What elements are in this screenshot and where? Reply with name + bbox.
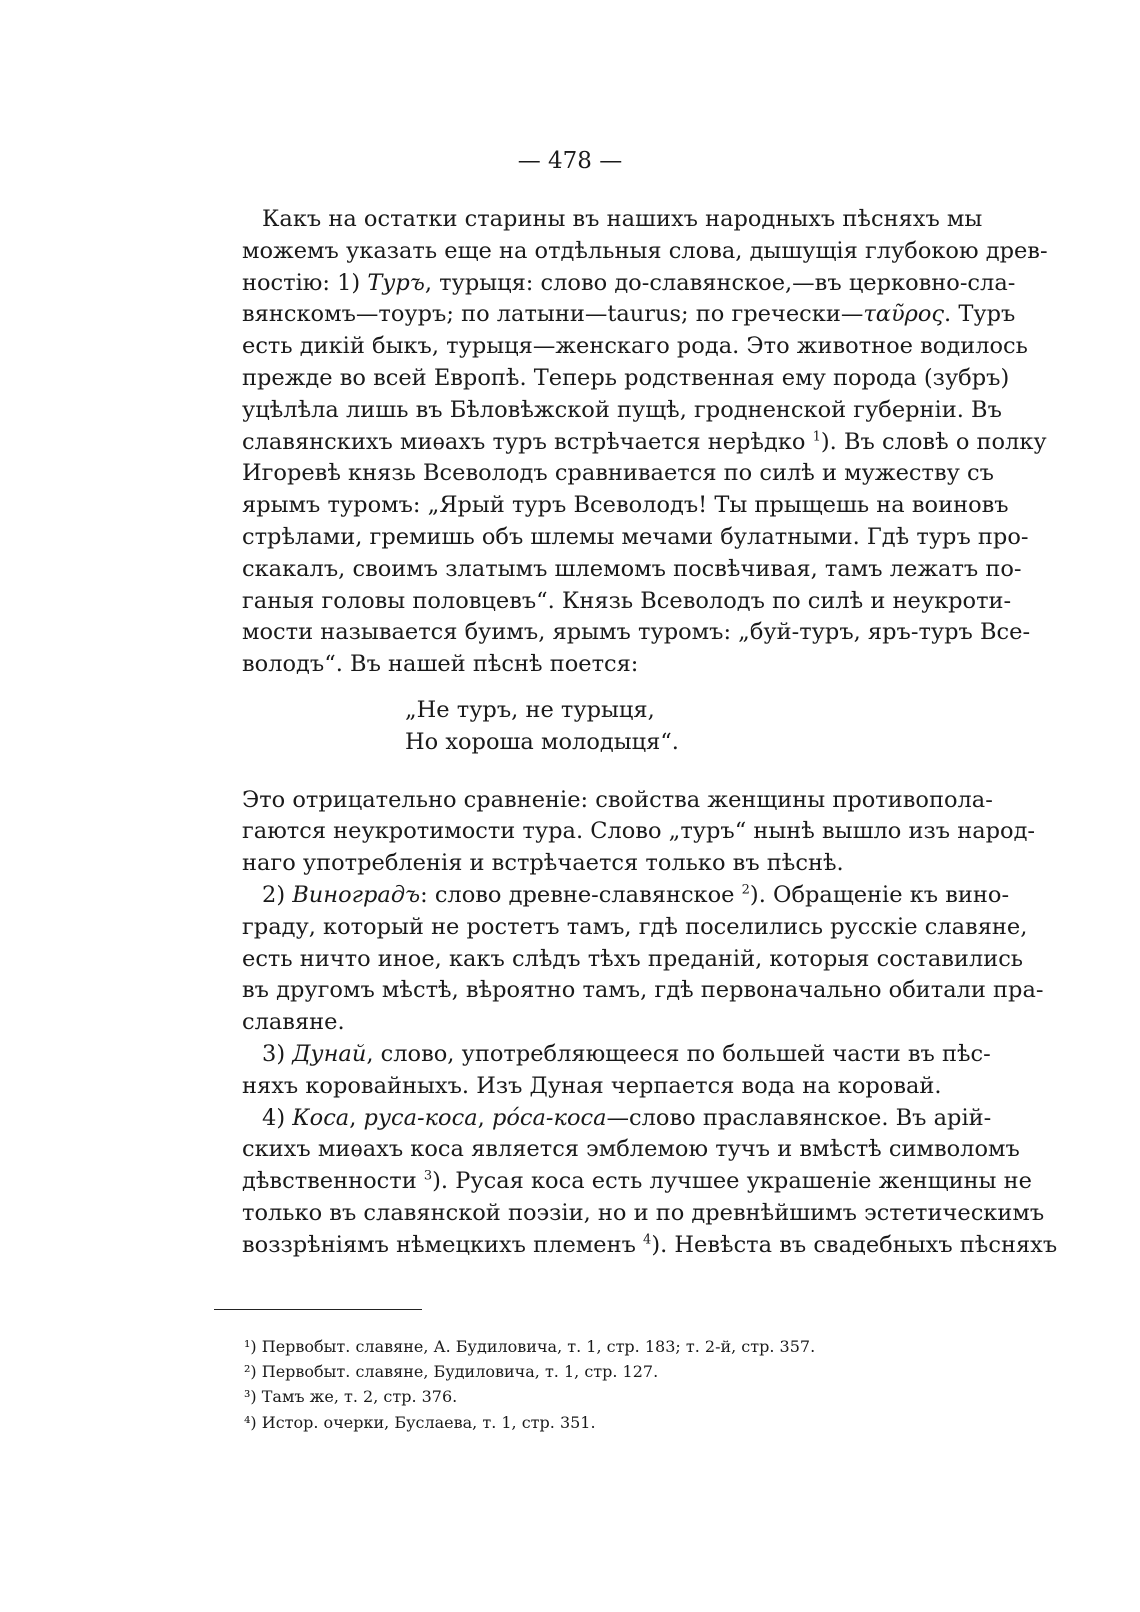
- paragraph-5: [242, 1103, 1058, 1262]
- footnote-divider: [214, 1309, 422, 1310]
- text-line: [242, 427, 1047, 459]
- text-line: стрѣлами, гремишь объ шлемы мечами булатными. Гдѣ туръ про-: [242, 523, 1029, 550]
- text-line: 4) Коса, руса-коса, ро́са-коса—слово праславянское. Въ арій-: [262, 1104, 992, 1131]
- footnote: ³) Тамъ же, т. 2, стр. 376.: [244, 1387, 458, 1407]
- text-line: славяне.: [242, 1009, 345, 1036]
- text-line: [242, 1230, 1058, 1262]
- text-line: есть дикій быкъ, турыця—женскаго рода. Это животное водилось: [242, 333, 1028, 360]
- text-line: можемъ указать еще на отдѣльныя слова, дышущія глубокою древ-: [242, 237, 1048, 264]
- text-line: мости называется буимъ, ярымъ туромъ: „буй-туръ, яръ-туръ Все-: [242, 619, 1031, 646]
- text-line: наго употребленія и встрѣчается только въ пѣснѣ.: [242, 850, 844, 877]
- text-line: Игоревѣ князь Всеволодъ сравнивается по силѣ и мужеству съ: [242, 460, 994, 487]
- footnote-ref: 4: [643, 1232, 652, 1248]
- paragraph-4: [242, 1039, 991, 1103]
- footnote-ref: 1: [812, 429, 821, 445]
- text-fragment: ностію: 1): [242, 269, 361, 296]
- text-line: [242, 268, 1016, 300]
- footnote-ref: 3: [423, 1168, 433, 1184]
- verse-quote: [242, 695, 934, 759]
- footnote: ²) Первобыт. славяне, Будиловича, т. 1, стр. 127.: [244, 1362, 659, 1382]
- text-line: ярымъ туромъ: „Ярый туръ Всеволодъ! Ты прыщешь на воиновъ: [242, 492, 1009, 519]
- text-line: прежде во всей Европѣ. Теперь родственная ему порода (зубръ): [242, 364, 1010, 391]
- paragraph-3: [242, 880, 1044, 1039]
- text-fragment: ). Обращеніе къ вино-: [749, 881, 1010, 908]
- text-fragment: , слово, употребляющееся по большей части въ пѣс-: [366, 1040, 991, 1067]
- text-line: Какъ на остатки старины въ нашихъ народныхъ пѣсняхъ мы: [262, 206, 983, 232]
- text-line: [242, 1039, 991, 1071]
- text-fragment: ). Невѣста въ свадебныхъ пѣсняхъ: [651, 1231, 1058, 1258]
- text-line: уцѣлѣла лишь въ Бѣловѣжской пущѣ, гродненской губерніи. Въ: [242, 396, 1002, 423]
- text-fragment: —слово праславянское. Въ арій-: [606, 1104, 992, 1131]
- term-kosa: Коса: [292, 1104, 350, 1131]
- item-number: 2): [262, 881, 286, 908]
- text-fragment: , турыця: слово до-славянское,—въ церковно-сла-: [424, 269, 1016, 296]
- text-fragment: : слово древне-славянское: [420, 881, 735, 908]
- footnotes: [244, 1334, 944, 1435]
- text-line: граду, который не ростетъ тамъ, гдѣ поселились русскіе славяне,: [242, 913, 1028, 940]
- body-text: [242, 204, 1058, 1262]
- text-fragment: вянскомъ—тоуръ; по латыни—taurus; по гречески—: [242, 301, 864, 328]
- footnote: ¹) Первобыт. славяне, А. Будиловича, т. 1, стр. 183; т. 2-й, стр. 357.: [244, 1337, 816, 1356]
- text-line: [242, 880, 1010, 912]
- term-vinograd: Виноградъ: [292, 881, 421, 908]
- item-number: 3): [262, 1040, 286, 1067]
- text-line: володъ“. Въ нашей пѣснѣ поется:: [242, 651, 639, 678]
- text-fragment: . Туръ: [944, 301, 1016, 328]
- text-fragment: ). Въ словѣ о полку: [820, 428, 1047, 455]
- text-line: въ другомъ мѣстѣ, вѣроятно тамъ, гдѣ первоначально обитали пра-: [242, 977, 1044, 1004]
- text-fragment: ). Русая коса есть лучшее украшеніе женщины не: [432, 1168, 1032, 1195]
- text-line: гаются неукротимости тура. Слово „туръ“ нынѣ вышло изъ народ-: [242, 818, 1036, 845]
- text-fragment: воззрѣніямъ нѣмецкихъ племенъ: [242, 1231, 636, 1258]
- term-rusa-kosa: руса-коса: [363, 1104, 478, 1131]
- text-line: ганыя головы половцевъ“. Князь Всеволодъ по силѣ и неукроти-: [242, 587, 1012, 614]
- text-line: скакалъ, своимъ златымъ шлемомъ посвѣчивая, тамъ лежатъ по-: [242, 555, 1022, 582]
- text-line: есть ничто иное, какъ слѣдъ тѣхъ преданій, которыя составились: [242, 945, 1024, 972]
- greek-word: ταῦρος: [863, 301, 945, 328]
- text-fragment: дѣвственности: [242, 1168, 417, 1195]
- verse-line: „Не туръ, не турыця,: [405, 696, 655, 723]
- text-line: [242, 299, 1016, 331]
- page-number: — 478 —: [517, 148, 623, 174]
- text-fragment: славянскихъ миѳахъ туръ встрѣчается нерѣдко: [242, 428, 806, 455]
- footnote-ref: 2: [741, 882, 750, 898]
- term-dunai: Дунай: [292, 1040, 367, 1067]
- verse-line: Но хороша молодыця“.: [405, 728, 679, 755]
- text-line: скихъ миѳахъ коса является эмблемою тучъ и вмѣстѣ символомъ: [242, 1136, 1020, 1163]
- footnote: ⁴) Истор. очерки, Буслаева, т. 1, стр. 351.: [244, 1412, 596, 1432]
- text-line: няхъ коровайныхъ. Изъ Дуная черпается вода на коровай.: [242, 1072, 942, 1099]
- text-line: [242, 1166, 1032, 1198]
- text-line: Это отрицательно сравненіе: свойства женщины противопола-: [242, 786, 993, 813]
- term-rosa-kosa: ро́са-коса: [491, 1104, 607, 1131]
- paragraph-1: [242, 204, 1048, 681]
- text-line: только въ славянской поэзіи, но и по древнѣйшимъ эстетическимъ: [242, 1199, 1045, 1226]
- item-number: 4): [262, 1104, 286, 1131]
- term-tur: Туръ: [367, 269, 425, 296]
- paragraph-2: [242, 785, 1036, 880]
